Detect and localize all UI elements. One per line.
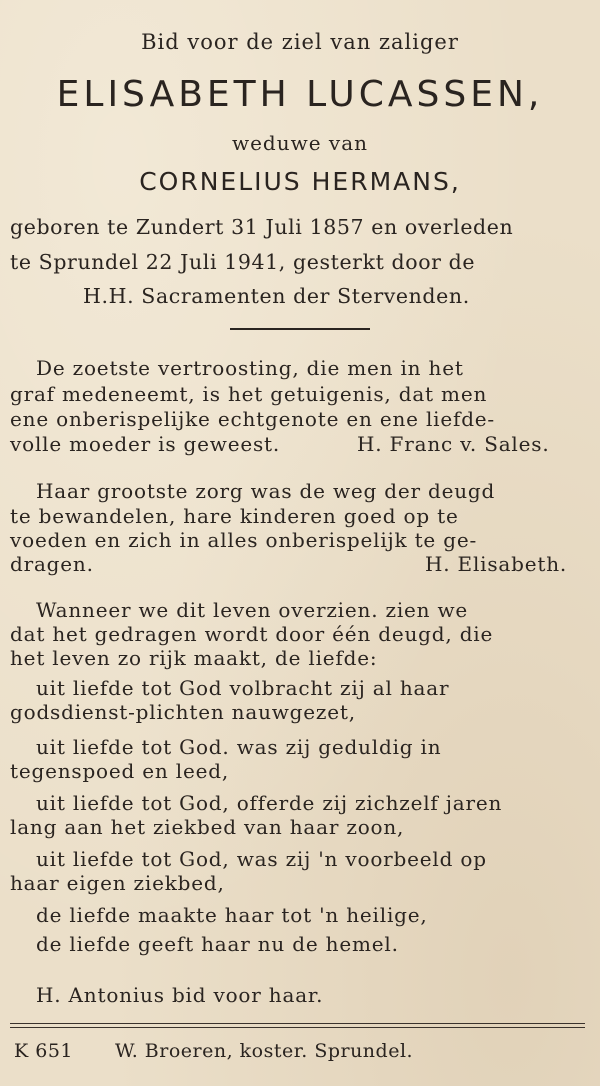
footer-rule — [10, 1023, 585, 1024]
quote2-line: Haar grootste zorg was de weg der deugd — [36, 479, 496, 503]
stanza-line: uit liefde tot God, was zij 'n voorbeeld op — [36, 847, 487, 871]
quote1-attribution: H. Franc v. Sales. — [357, 432, 550, 456]
stanza-line: tegenspoed en leed, — [10, 759, 229, 783]
quote1-line: graf medeneemt, is het getuigenis, dat men — [10, 382, 488, 406]
stanza-line: haar eigen ziekbed, — [10, 871, 225, 895]
quote2-line: voeden en zich in alles onberispelijk te ge- — [10, 528, 478, 552]
stanza-line: uit liefde tot God, offerde zij zichzelf jaren — [36, 791, 503, 815]
reflection-line: het leven zo rijk maakt, de liefde: — [10, 646, 378, 670]
printer-credit: W. Broeren, koster. Sprundel. — [115, 1040, 414, 1062]
quote2-attribution: H. Elisabeth. — [425, 552, 568, 576]
stanza-line: uit liefde tot God. was zij geduldig in — [36, 735, 442, 759]
footer-rule — [10, 1027, 585, 1028]
quote1-line: volle moeder is geweest. — [10, 432, 281, 456]
stanza-line: godsdienst-plichten nauwgezet, — [10, 700, 356, 724]
closing-line: de liefde maakte haar tot 'n heilige, — [36, 903, 428, 927]
quote2-line: te bewandelen, hare kinderen goed op te — [10, 504, 459, 528]
reflection-line: dat het gedragen wordt door één deugd, die — [10, 622, 494, 646]
widow-of-text: weduwe van — [231, 131, 369, 155]
intro-text: Bid voor de ziel van zaliger — [141, 30, 459, 54]
bio-line: H.H. Sacramenten der Stervenden. — [83, 284, 470, 308]
card-code: K 651 — [14, 1040, 73, 1062]
deceased-name: ELISABETH LUCASSEN, — [56, 74, 544, 115]
bio-line: geboren te Zundert 31 Juli 1857 en overleden — [10, 215, 514, 239]
stanza-line: uit liefde tot God volbracht zij al haar — [36, 676, 450, 700]
reflection-line: Wanneer we dit leven overzien. zien we — [36, 598, 469, 622]
quote1-line: De zoetste vertroosting, die men in het — [36, 356, 464, 380]
husband-name: CORNELIUS HERMANS, — [139, 167, 461, 196]
prayer-text: H. Antonius bid voor haar. — [36, 983, 324, 1007]
closing-line: de liefde geeft haar nu de hemel. — [36, 932, 399, 956]
bio-line: te Sprundel 22 Juli 1941, gesterkt door de — [10, 250, 476, 274]
quote1-line: ene onberispelijke echtgenote en ene liefde- — [10, 407, 495, 431]
stanza-line: lang aan het ziekbed van haar zoon, — [10, 815, 405, 839]
quote2-line: dragen. — [10, 552, 94, 576]
divider — [230, 328, 370, 330]
